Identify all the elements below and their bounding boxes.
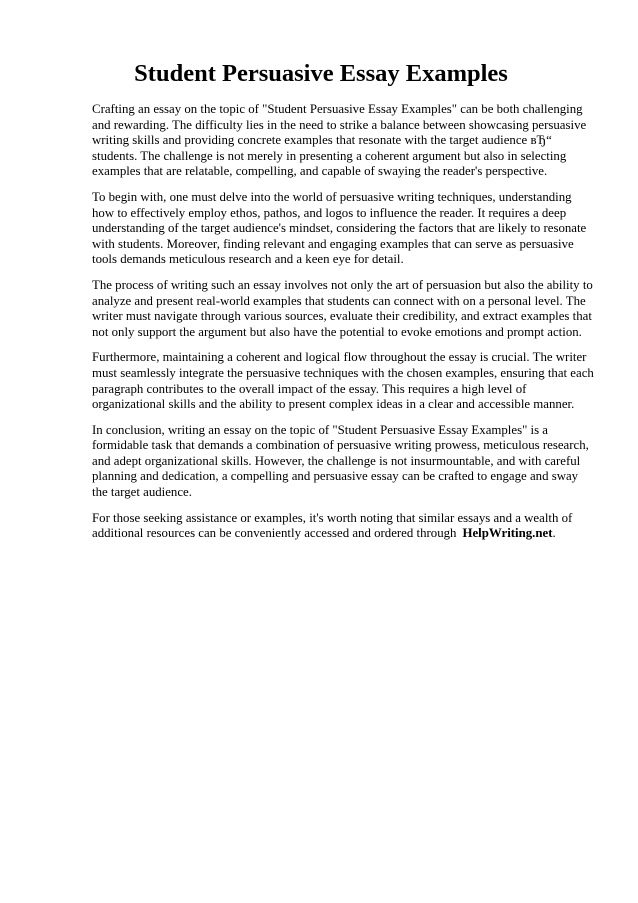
paragraph-intro: Crafting an essay on the topic of "Student Persuasive Essay Examples" can be both challenging and rewarding. The difficulty lies in the need to strike a balance between showcasing persuasive writing skills and providing concrete examples that resonate with the target audience вЂ“ students. The challenge is not merely in presenting a coherent argument but also in selecting examples that are relatable, compelling, and capable of swaying the reader's perspective. (92, 102, 587, 179)
document-title: Student Persuasive Essay Examples (134, 60, 508, 87)
helpwriting-link[interactable]: HelpWriting.net (462, 526, 553, 541)
closing-suffix: . (552, 526, 556, 541)
paragraph-techniques: To begin with, one must delve into the world of persuasive writing techniques, understanding how to effectively employ ethos, pathos, and logos to influence the reader. It requires a deep understanding of the target audience's mindset, considering the factors that are likely to resonate with students. Moreover, finding relevant and engaging examples that can serve as persuasive tools demands meticulous research and a keen eye for detail. (92, 189, 587, 267)
paragraph-flow: Furthermore, maintaining a coherent and logical flow throughout the essay is crucial. The writer must seamlessly integrate the persuasive techniques with the chosen examples, ensuring that each paragraph contributes to the overall impact of the essay. This requires a high level of organizational skills and the ability to present complex ideas in a clear and accessible manner. (92, 350, 594, 412)
paragraph-conclusion: In conclusion, writing an essay on the topic of "Student Persuasive Essay Examples" is a formidable task that demands a combination of persuasive writing prowess, meticulous research, and adept organizational skills. However, the challenge is not insurmountable, and with careful planning and dedication, a compelling and persuasive essay can be crafted to engage and sway the target audience. (92, 422, 589, 500)
paragraph-closing (92, 511, 596, 542)
paragraph-process: The process of writing such an essay involves not only the art of persuasion but also the ability to analyze and present real-world examples that students can connect with on a personal level. The writer must navigate through various sources, evaluate their credibility, and extract examples that not only support the argument but also have the potential to evoke emotions and prompt action. (92, 277, 593, 339)
closing-text: For those seeking assistance or examples, it's worth noting that similar essays and a wealth of additional resources can be conveniently accessed and ordered through (92, 510, 573, 541)
